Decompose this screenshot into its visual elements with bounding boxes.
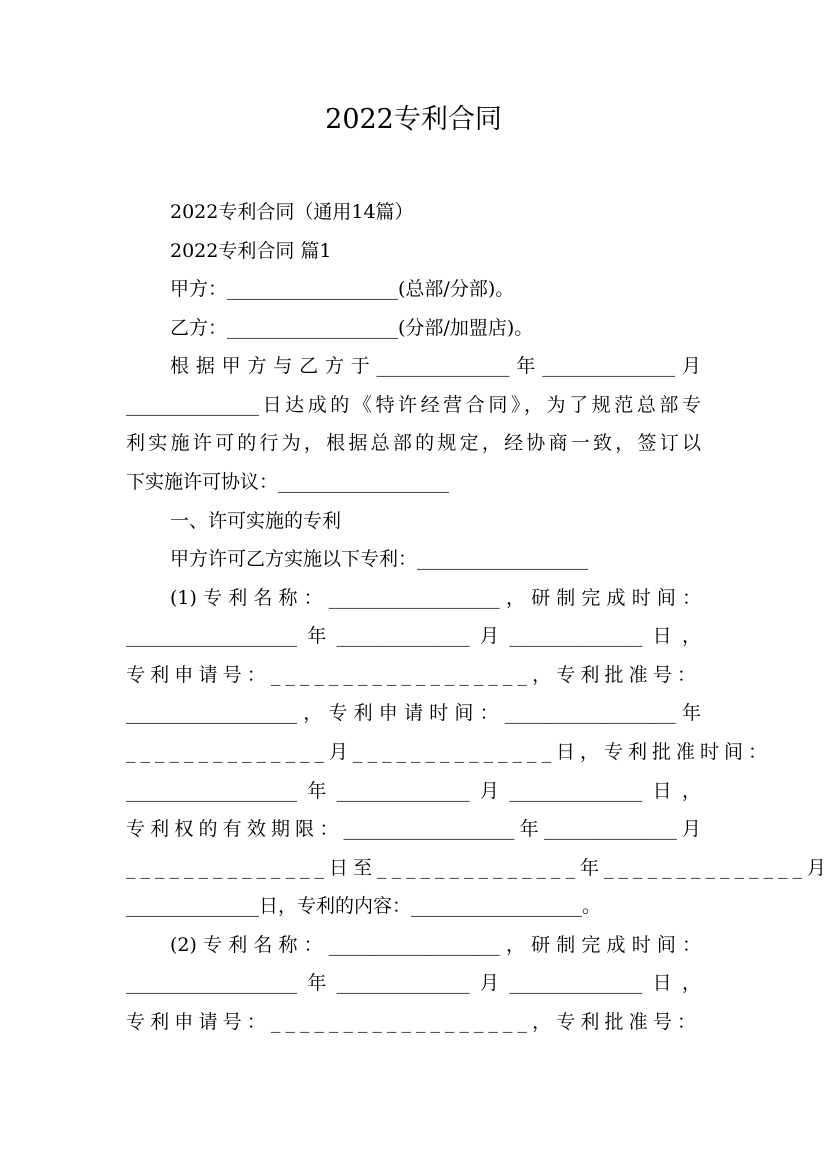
doc-line: 甲方许可乙方实施以下专利：__________________ (170, 548, 589, 570)
doc-line: ______________日，专利的内容：__________________。 (126, 895, 602, 917)
doc-line: ______________月______________日，专利批准时间： (126, 741, 773, 763)
doc-line: 2022专利合同（通用14篇） (170, 201, 414, 223)
doc-line: 2022专利合同 篇1 (170, 240, 332, 262)
doc-line: 专利申请号：__________________，专利批准号： (126, 1011, 701, 1033)
section-heading: 一、许可实施的专利 (170, 510, 342, 532)
doc-line: ______________日至______________年______________月 (126, 857, 831, 879)
doc-line: 专利申请号：__________________，专利批准号： (126, 664, 701, 686)
doc-line: ______________日达成的《特许经营合同》，为了规范总部专 (126, 394, 701, 416)
doc-line: 根据甲方与乙方于______________年______________月 (170, 355, 701, 377)
doc-line: 专利权的有效期限：__________________年______________月 (126, 818, 701, 840)
doc-line: (1)专利名称：__________________，研制完成时间： (170, 587, 701, 609)
doc-line: 利实施许可的行为，根据总部的规定，经协商一致，签订以 (126, 432, 701, 454)
doc-line: __________________年______________月______________日， (126, 625, 701, 647)
doc-line: 乙方：__________________(分部/加盟店)。 (170, 317, 534, 339)
doc-line: __________________，专利申请时间：__________________年 (126, 702, 701, 724)
doc-line: __________________年______________月______________日， (126, 780, 701, 802)
doc-line: 下实施许可协议：__________________ (126, 471, 450, 493)
document-title: 2022专利合同 (325, 104, 502, 135)
doc-line: 甲方：__________________(总部/分部)。 (170, 278, 515, 300)
doc-line: __________________年______________月______________日， (126, 972, 701, 994)
doc-line: (2)专利名称：__________________，研制完成时间： (170, 934, 701, 956)
